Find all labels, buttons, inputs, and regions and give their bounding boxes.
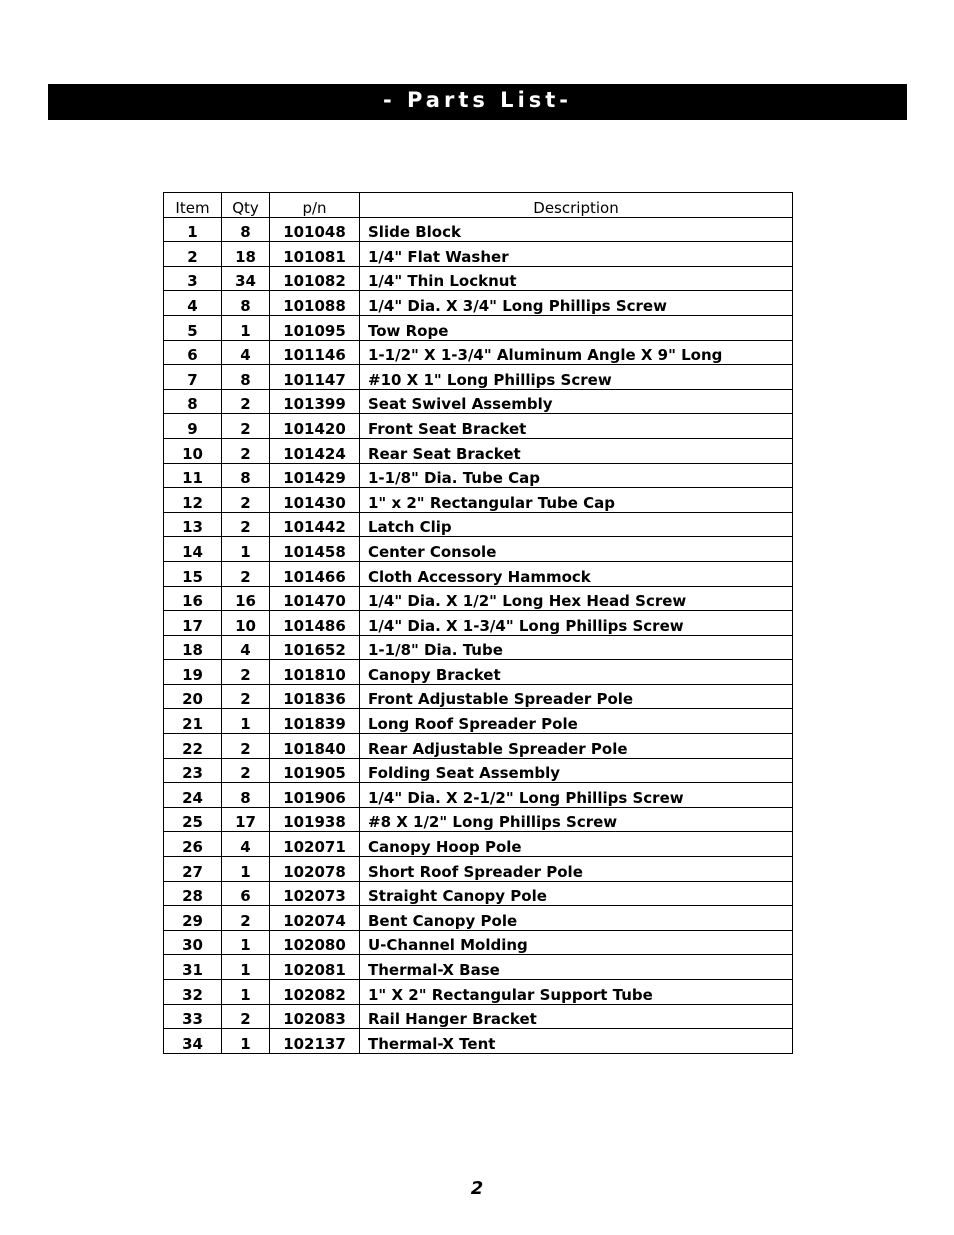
- table-row: [164, 414, 793, 439]
- cell-part-number: 101424: [270, 438, 360, 463]
- cell-qty: 1: [222, 955, 270, 980]
- table-row: [164, 586, 793, 611]
- table-header-row: [164, 193, 793, 218]
- table-row: [164, 1029, 793, 1054]
- cell-item: 7: [164, 365, 222, 390]
- cell-item: 15: [164, 561, 222, 586]
- cell-item: 12: [164, 488, 222, 513]
- table-row: [164, 881, 793, 906]
- cell-item: 34: [164, 1029, 222, 1054]
- cell-description: Bent Canopy Pole: [360, 906, 793, 931]
- cell-qty: 4: [222, 832, 270, 857]
- cell-part-number: 102073: [270, 881, 360, 906]
- cell-part-number: 101486: [270, 611, 360, 636]
- column-header-pn: p/n: [270, 193, 360, 218]
- cell-qty: 2: [222, 684, 270, 709]
- table-row: [164, 463, 793, 488]
- cell-description: U-Channel Molding: [360, 930, 793, 955]
- cell-qty: 2: [222, 1004, 270, 1029]
- cell-description: Center Console: [360, 537, 793, 562]
- table-row: [164, 537, 793, 562]
- cell-item: 27: [164, 857, 222, 882]
- cell-item: 25: [164, 807, 222, 832]
- table-row: [164, 635, 793, 660]
- cell-item: 22: [164, 734, 222, 759]
- cell-item: 31: [164, 955, 222, 980]
- cell-item: 5: [164, 315, 222, 340]
- cell-part-number: 102078: [270, 857, 360, 882]
- cell-item: 23: [164, 758, 222, 783]
- cell-qty: 18: [222, 242, 270, 267]
- cell-item: 19: [164, 660, 222, 685]
- table-row: [164, 832, 793, 857]
- table-row: [164, 734, 793, 759]
- cell-item: 4: [164, 291, 222, 316]
- cell-qty: 1: [222, 857, 270, 882]
- cell-qty: 2: [222, 512, 270, 537]
- page-title: - Parts List-: [48, 84, 907, 120]
- cell-item: 8: [164, 389, 222, 414]
- cell-description: 1/4" Dia. X 3/4" Long Phillips Screw: [360, 291, 793, 316]
- cell-item: 9: [164, 414, 222, 439]
- cell-description: Tow Rope: [360, 315, 793, 340]
- cell-part-number: 101081: [270, 242, 360, 267]
- cell-qty: 34: [222, 266, 270, 291]
- cell-qty: 1: [222, 930, 270, 955]
- cell-item: 17: [164, 611, 222, 636]
- cell-part-number: 101836: [270, 684, 360, 709]
- cell-qty: 2: [222, 734, 270, 759]
- cell-description: #10 X 1" Long Phillips Screw: [360, 365, 793, 390]
- table-row: [164, 709, 793, 734]
- cell-item: 6: [164, 340, 222, 365]
- cell-item: 26: [164, 832, 222, 857]
- table-row: [164, 758, 793, 783]
- cell-qty: 8: [222, 463, 270, 488]
- cell-description: Front Adjustable Spreader Pole: [360, 684, 793, 709]
- table-row: [164, 807, 793, 832]
- cell-description: Front Seat Bracket: [360, 414, 793, 439]
- cell-qty: 2: [222, 438, 270, 463]
- cell-part-number: 101458: [270, 537, 360, 562]
- table-row: [164, 783, 793, 808]
- column-header-item: Item: [164, 193, 222, 218]
- cell-item: 33: [164, 1004, 222, 1029]
- cell-item: 3: [164, 266, 222, 291]
- cell-item: 11: [164, 463, 222, 488]
- cell-part-number: 101470: [270, 586, 360, 611]
- cell-qty: 8: [222, 365, 270, 390]
- cell-description: #8 X 1/2" Long Phillips Screw: [360, 807, 793, 832]
- cell-qty: 1: [222, 537, 270, 562]
- cell-description: Canopy Hoop Pole: [360, 832, 793, 857]
- cell-description: Long Roof Spreader Pole: [360, 709, 793, 734]
- table-row: [164, 217, 793, 242]
- table-row: [164, 512, 793, 537]
- cell-description: 1/4" Dia. X 1-3/4" Long Phillips Screw: [360, 611, 793, 636]
- cell-description: Rear Adjustable Spreader Pole: [360, 734, 793, 759]
- cell-description: Seat Swivel Assembly: [360, 389, 793, 414]
- cell-description: Latch Clip: [360, 512, 793, 537]
- cell-qty: 1: [222, 709, 270, 734]
- table-row: [164, 980, 793, 1005]
- column-header-description: Description: [360, 193, 793, 218]
- cell-part-number: 101082: [270, 266, 360, 291]
- cell-qty: 1: [222, 1029, 270, 1054]
- cell-part-number: 101810: [270, 660, 360, 685]
- cell-qty: 8: [222, 217, 270, 242]
- cell-description: Folding Seat Assembly: [360, 758, 793, 783]
- cell-part-number: 101938: [270, 807, 360, 832]
- table-row: [164, 857, 793, 882]
- cell-part-number: 102074: [270, 906, 360, 931]
- cell-part-number: 101146: [270, 340, 360, 365]
- cell-part-number: 101840: [270, 734, 360, 759]
- cell-qty: 1: [222, 315, 270, 340]
- cell-part-number: 102071: [270, 832, 360, 857]
- cell-part-number: 101429: [270, 463, 360, 488]
- cell-part-number: 101147: [270, 365, 360, 390]
- cell-item: 32: [164, 980, 222, 1005]
- table-row: [164, 291, 793, 316]
- cell-item: 18: [164, 635, 222, 660]
- cell-part-number: 102081: [270, 955, 360, 980]
- cell-part-number: 101652: [270, 635, 360, 660]
- cell-part-number: 101095: [270, 315, 360, 340]
- cell-qty: 4: [222, 340, 270, 365]
- table-row: [164, 389, 793, 414]
- cell-part-number: 101420: [270, 414, 360, 439]
- cell-qty: 2: [222, 906, 270, 931]
- cell-description: Short Roof Spreader Pole: [360, 857, 793, 882]
- cell-qty: 1: [222, 980, 270, 1005]
- table-row: [164, 1004, 793, 1029]
- cell-description: 1-1/8" Dia. Tube: [360, 635, 793, 660]
- cell-part-number: 102080: [270, 930, 360, 955]
- table-row: [164, 561, 793, 586]
- cell-qty: 2: [222, 414, 270, 439]
- cell-description: 1-1/8" Dia. Tube Cap: [360, 463, 793, 488]
- cell-item: 29: [164, 906, 222, 931]
- cell-description: Canopy Bracket: [360, 660, 793, 685]
- table-row: [164, 611, 793, 636]
- cell-item: 2: [164, 242, 222, 267]
- cell-item: 20: [164, 684, 222, 709]
- cell-item: 28: [164, 881, 222, 906]
- cell-part-number: 101430: [270, 488, 360, 513]
- cell-part-number: 101466: [270, 561, 360, 586]
- cell-description: Rail Hanger Bracket: [360, 1004, 793, 1029]
- cell-qty: 2: [222, 660, 270, 685]
- cell-part-number: 101088: [270, 291, 360, 316]
- cell-description: 1/4" Flat Washer: [360, 242, 793, 267]
- parts-table: [163, 192, 793, 1054]
- table-row: [164, 266, 793, 291]
- cell-qty: 8: [222, 783, 270, 808]
- cell-qty: 2: [222, 758, 270, 783]
- cell-qty: 2: [222, 561, 270, 586]
- cell-item: 10: [164, 438, 222, 463]
- table-row: [164, 930, 793, 955]
- table-row: [164, 684, 793, 709]
- cell-description: Rear Seat Bracket: [360, 438, 793, 463]
- cell-description: Thermal-X Tent: [360, 1029, 793, 1054]
- cell-part-number: 101905: [270, 758, 360, 783]
- table-row: [164, 488, 793, 513]
- cell-description: 1" x 2" Rectangular Tube Cap: [360, 488, 793, 513]
- cell-description: 1" X 2" Rectangular Support Tube: [360, 980, 793, 1005]
- cell-description: Straight Canopy Pole: [360, 881, 793, 906]
- cell-qty: 2: [222, 488, 270, 513]
- cell-description: 1-1/2" X 1-3/4" Aluminum Angle X 9" Long: [360, 340, 793, 365]
- cell-description: Slide Block: [360, 217, 793, 242]
- cell-description: Thermal-X Base: [360, 955, 793, 980]
- cell-part-number: 102083: [270, 1004, 360, 1029]
- parts-table-body: [164, 217, 793, 1053]
- cell-qty: 8: [222, 291, 270, 316]
- cell-description: 1/4" Thin Locknut: [360, 266, 793, 291]
- cell-part-number: 101906: [270, 783, 360, 808]
- page-number: 2: [470, 1178, 484, 1199]
- cell-qty: 4: [222, 635, 270, 660]
- cell-description: 1/4" Dia. X 2-1/2" Long Phillips Screw: [360, 783, 793, 808]
- table-row: [164, 242, 793, 267]
- cell-qty: 10: [222, 611, 270, 636]
- cell-part-number: 102137: [270, 1029, 360, 1054]
- table-row: [164, 660, 793, 685]
- cell-item: 30: [164, 930, 222, 955]
- cell-qty: 2: [222, 389, 270, 414]
- cell-item: 24: [164, 783, 222, 808]
- cell-description: 1/4" Dia. X 1/2" Long Hex Head Screw: [360, 586, 793, 611]
- table-row: [164, 340, 793, 365]
- table-row: [164, 438, 793, 463]
- cell-qty: 17: [222, 807, 270, 832]
- table-row: [164, 906, 793, 931]
- cell-part-number: 101839: [270, 709, 360, 734]
- cell-item: 14: [164, 537, 222, 562]
- cell-qty: 6: [222, 881, 270, 906]
- cell-qty: 16: [222, 586, 270, 611]
- cell-item: 1: [164, 217, 222, 242]
- cell-description: Cloth Accessory Hammock: [360, 561, 793, 586]
- cell-item: 16: [164, 586, 222, 611]
- cell-part-number: 101399: [270, 389, 360, 414]
- cell-part-number: 101048: [270, 217, 360, 242]
- table-row: [164, 955, 793, 980]
- table-row: [164, 315, 793, 340]
- cell-part-number: 102082: [270, 980, 360, 1005]
- cell-item: 13: [164, 512, 222, 537]
- cell-item: 21: [164, 709, 222, 734]
- table-row: [164, 365, 793, 390]
- cell-part-number: 101442: [270, 512, 360, 537]
- column-header-qty: Qty: [222, 193, 270, 218]
